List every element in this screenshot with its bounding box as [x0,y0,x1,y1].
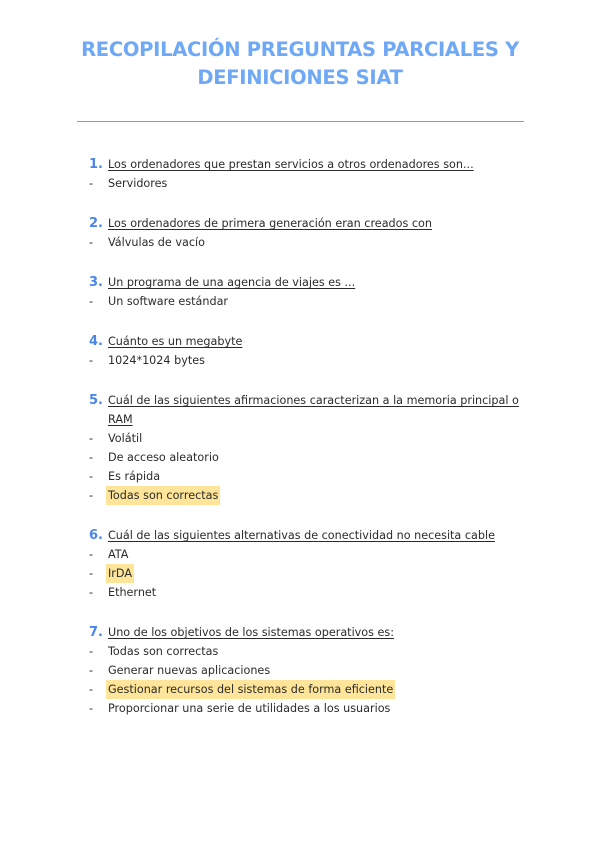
question-text: Uno de los objetivos de los sistemas operativos es: [108,626,395,639]
answer-text: Servidores [108,177,168,190]
question-text: Los ordenadores de primera generación eran creados con [108,217,432,230]
dash-bullet: - [89,470,94,483]
highlighted-answer-text: Todas son correctas [106,486,220,505]
question-header [89,526,519,545]
dash-bullet: - [89,236,94,249]
question-list [89,155,519,739]
answer-item [89,699,519,718]
answer-item [89,429,519,448]
answer-item [89,174,519,193]
answer-item [89,680,519,699]
answer-text: Proporcionar una serie de utilidades a los usuarios [108,702,391,715]
question-header [89,214,519,233]
answer-text: Generar nuevas aplicaciones [108,664,271,677]
dash-bullet: - [89,295,94,308]
question-number: 7. [89,625,103,640]
answer-text: Volátil [108,432,143,445]
dash-bullet: - [89,586,94,599]
question-header [89,273,519,292]
question-number: 2. [89,216,103,231]
question-number: 3. [89,275,103,290]
question-item [89,155,519,193]
question-item [89,273,519,311]
answer-text: Un software estándar [108,295,229,308]
question-header [89,623,519,642]
answer-text: 1024*1024 bytes [108,354,205,367]
answer-item [89,351,519,370]
answer-item [89,486,519,505]
question-item [89,391,519,505]
dash-bullet: - [89,645,94,658]
answer-item [89,583,519,602]
title-line-1: RECOPILACIÓN PREGUNTAS PARCIALES Y [81,38,519,61]
question-text: Los ordenadores que prestan servicios a otros ordenadores son... [108,158,474,171]
answer-text: Válvulas de vacío [108,236,205,249]
question-text: Cuál de las siguientes alternativas de conectividad no necesita cable [108,529,495,542]
highlighted-answer-text: IrDA [106,564,134,583]
dash-bullet: - [89,702,94,715]
answer-text: De acceso aleatorio [108,451,219,464]
dash-bullet: - [89,354,94,367]
answer-item [89,642,519,661]
answer-item [89,467,519,486]
answer-item [89,292,519,311]
dash-bullet: - [89,451,94,464]
answer-item [89,448,519,467]
answer-text: Todas son correctas [108,645,219,658]
answer-item [89,564,519,583]
document-title [40,36,560,92]
highlighted-answer-text: Gestionar recursos del sistemas de forma eficiente [106,680,395,699]
answer-text: Ethernet [108,586,157,599]
question-item [89,332,519,370]
question-item [89,526,519,602]
answer-item [89,661,519,680]
question-number: 5. [89,393,103,408]
dash-bullet: - [89,432,94,445]
answer-item [89,545,519,564]
dash-bullet: - [89,548,94,561]
question-header [89,391,519,429]
title-divider [77,121,524,122]
title-line-2: DEFINICIONES SIAT [197,66,403,89]
question-header [89,155,519,174]
question-text: Cuál de las siguientes afirmaciones caracterizan a la memoria principal o RAM [108,394,519,426]
question-number: 6. [89,528,103,543]
answer-item [89,233,519,252]
question-number: 4. [89,334,103,349]
dash-bullet: - [89,489,94,502]
question-item [89,214,519,252]
dash-bullet: - [89,683,94,696]
answer-text: Es rápida [108,470,161,483]
question-text: Cuánto es un megabyte [108,335,243,348]
question-item [89,623,519,718]
dash-bullet: - [89,177,94,190]
question-text: Un programa de una agencia de viajes es ... [108,276,356,289]
question-header [89,332,519,351]
dash-bullet: - [89,664,94,677]
dash-bullet: - [89,567,94,580]
answer-text: ATA [108,548,129,561]
question-number: 1. [89,157,103,172]
